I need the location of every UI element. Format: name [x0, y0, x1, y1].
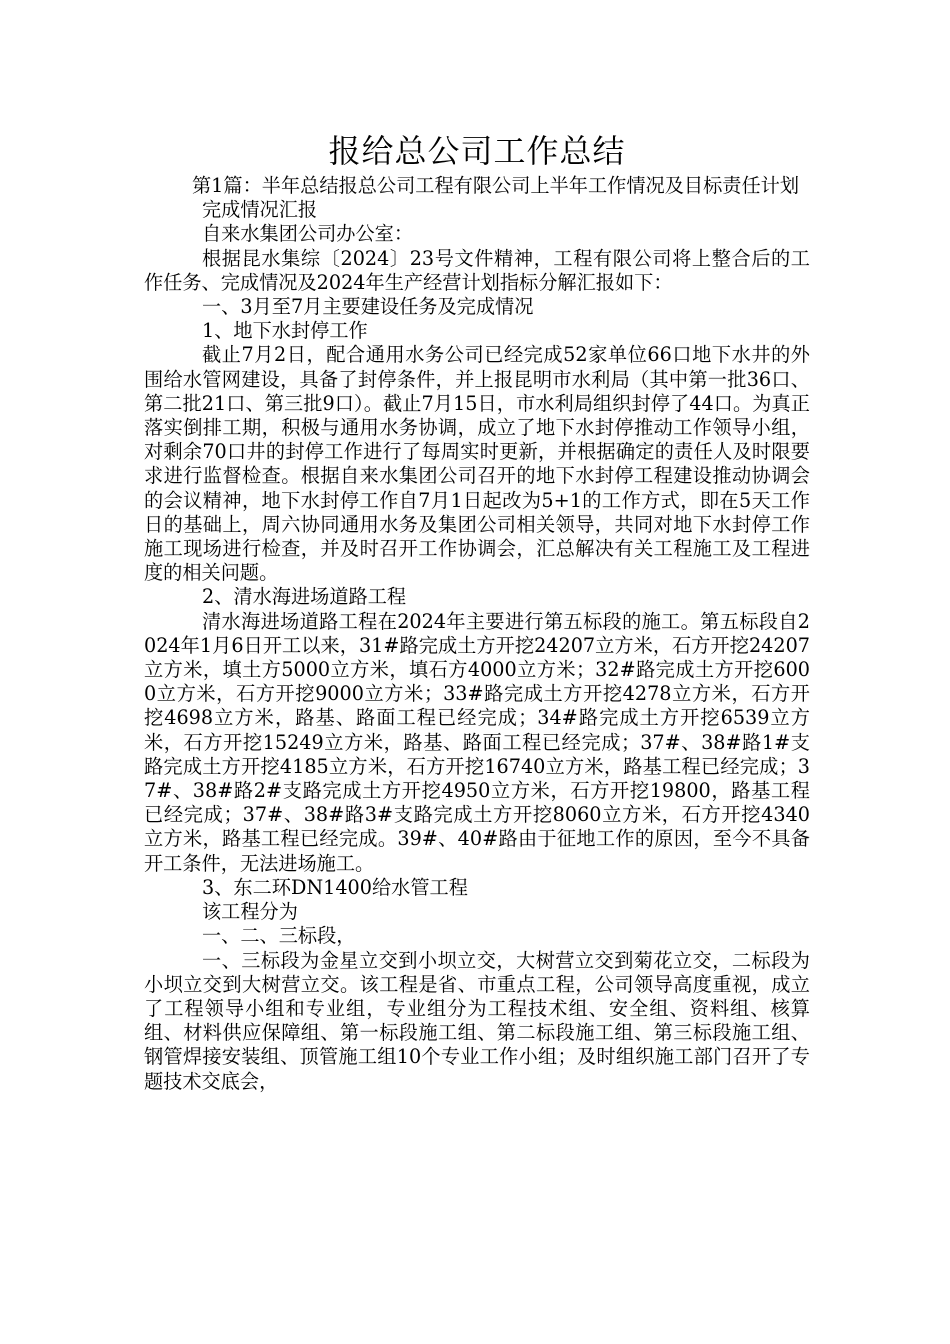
subsection-heading-2: 2、清水海进场道路工程	[202, 585, 407, 609]
paragraph-groundwater: 截止7月2日，配合通用水务公司已经完成52家单位66口地下水井的外围给水管网建设，具备了封停条件，并上报昆明市水利局（其中第一批36口、第二批21口、第三批9口）。截止7月15日，市水利局组织封停了44口。为真正落实倒排工期，积极与通用水务协调，成立了地下水封停推动工作领导小组，对剩余70口井的封停工作进行了每周实时更新，并根据确定的责任人及时限要求进行监督检查。根据自来水集团公司召开的地下水封停工程建设推动协调会的会议精神，地下水封停工作自7月1日起改为5+1的工作方式，即在5天工作日的基础上，周六协同通用水务及集团公司相关领导，共同对地下水封停工作施工现场进行检查，并及时召开工作协调会，汇总解决有关工程施工及工程进度的相关问题。	[144, 343, 810, 585]
paragraph-report-label: 完成情况汇报	[202, 198, 318, 222]
subsection-heading-1: 1、地下水封停工作	[202, 319, 368, 343]
paragraph-addressee: 自来水集团公司办公室：	[202, 222, 414, 246]
paragraph-intro: 根据昆水集综〔2024〕23号文件精神，工程有限公司将上整合后的工作任务、完成情况及2024年生产经营计划指标分解汇报如下：	[144, 246, 810, 294]
paragraph-road: 清水海进场道路工程在2024年主要进行第五标段的施工。第五标段自2024年1月6日开工以来，31#路完成土方开挖24207立方米，石方开挖24207立方米，填土方5000立方米，填石方4000立方米；32#路完成土方开挖6000立方米，石方开挖9000立方米；33#路完成土方开挖4278立方米，石方开挖4698立方米，路基、路面工程已经完成；34#路完成土方开挖6539立方米，石方开挖15249立方米，路基、路面工程已经完成；37#、38#路1#支路完成土方开挖4185立方米，石方开挖16740立方米，路基工程已经完成；37#、38#路2#支路完成土方开挖4950立方米，石方开挖19800，路基工程已经完成；37#、38#路3#支路完成土方开挖8060立方米，石方开挖4340立方米，路基工程已经完成。39#、40#路由于征地工作的原因，至今不具备开工条件，无法进场施工。	[144, 609, 810, 875]
paragraph-pipeline: 一、三标段为金星立交到小坝立交，大树营立交到菊花立交，二标段为小坝立交到大树营立交。该工程是省、市重点工程，公司领导高度重视，成立了工程领导小组和专业组，专业组分为工程技术组、安全组、资料组、核算组、材料供应保障组、第一标段施工组、第二标段施工组、第三标段施工组、钢管焊接安装组、顶管施工组10个专业工作小组；及时组织施工部门召开了专题技术交底会，	[144, 948, 810, 1093]
document-title: 报给总公司工作总结	[328, 132, 626, 170]
subsection-heading-3: 3、东二环DN1400给水管工程	[202, 875, 468, 899]
paragraph-project-split: 该工程分为	[202, 900, 298, 924]
section-heading-1: 一、3月至7月主要建设任务及完成情况	[202, 295, 534, 319]
paragraph-heading-1: 第1篇：半年总结报总公司工程有限公司上半年工作情况及目标责任计划	[192, 174, 800, 197]
paragraph-sections: 一、二、三标段，	[202, 924, 356, 948]
